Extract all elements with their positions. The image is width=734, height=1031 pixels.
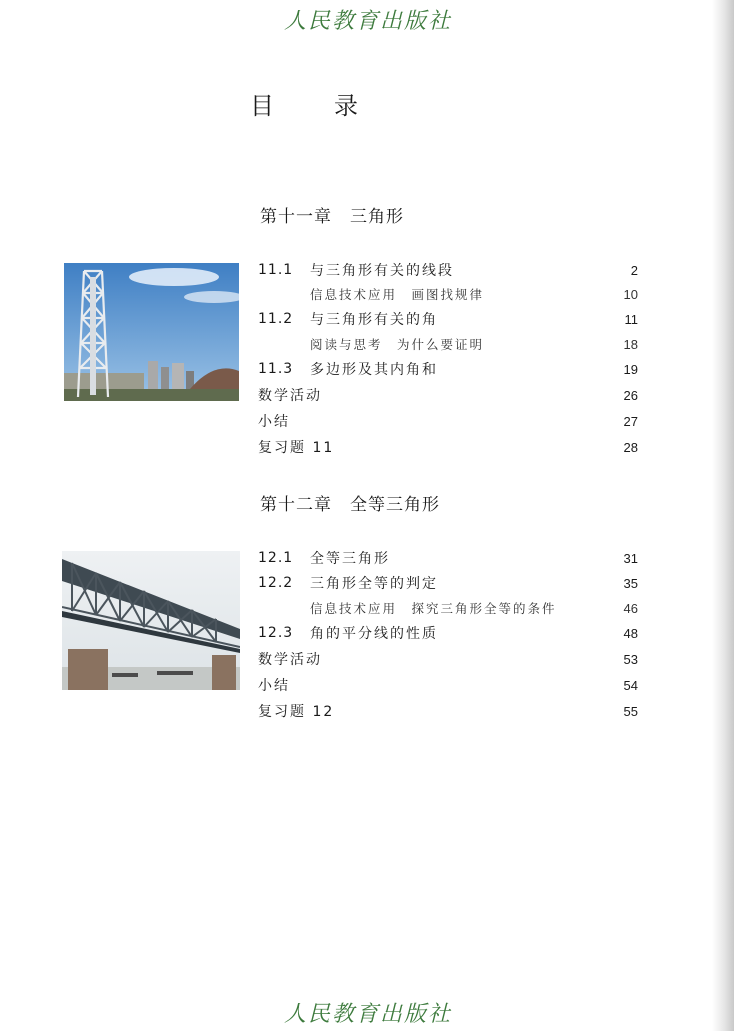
toc-entry-number: 11.1 — [258, 262, 294, 278]
toc-entry-page: 19 — [623, 361, 638, 377]
toc-entry-text: 小结 — [258, 414, 290, 430]
toc-entry-page: 46 — [623, 600, 638, 616]
toc-entry-text: 阅读与思考 为什么要证明 — [310, 337, 485, 352]
tower-photo — [64, 263, 239, 401]
toc-entry-page: 26 — [623, 387, 638, 403]
toc-entry-text: 角的平分线的性质 — [310, 626, 438, 642]
toc-entry-number: 12.2 — [258, 575, 294, 591]
toc-entry-number: 12.3 — [258, 625, 294, 641]
toc-entry-page: 54 — [623, 677, 638, 693]
toc-entry-page: 2 — [630, 262, 638, 278]
toc-entry[interactable] — [258, 699, 638, 723]
chapter-12-name: 全等三角形 — [350, 495, 440, 515]
toc-entry-text: 信息技术应用 画图找规律 — [310, 287, 485, 302]
toc-entry-text: 数学活动 — [258, 388, 322, 404]
toc-entry-text: 多边形及其内角和 — [310, 362, 438, 378]
toc-entry[interactable] — [258, 546, 638, 570]
toc-entry-page: 48 — [623, 625, 638, 641]
chapter-12-label: 第十二章 — [260, 495, 332, 515]
chapter-11-heading — [260, 202, 404, 227]
toc-entry-text: 全等三角形 — [310, 551, 390, 567]
toc-entry[interactable] — [258, 435, 638, 459]
toc-entry[interactable] — [258, 621, 638, 645]
page-edge-shadow — [712, 0, 734, 1031]
publisher-logo-bottom: 人民教育出版社 — [283, 1002, 452, 1027]
toc-entry[interactable] — [258, 357, 638, 381]
toc-entry[interactable] — [258, 571, 638, 595]
toc-entry-page: 35 — [623, 575, 638, 591]
toc-entry-page: 31 — [623, 550, 638, 566]
toc-entry[interactable] — [258, 409, 638, 433]
toc-entry[interactable] — [258, 647, 638, 671]
toc-sub-entry[interactable] — [258, 282, 638, 306]
toc-entry-text: 复习题 12 — [258, 704, 335, 720]
toc-entry-text: 数学活动 — [258, 652, 322, 668]
chapter-12-heading — [260, 490, 440, 515]
toc-entry[interactable] — [258, 673, 638, 697]
toc-sub-entry[interactable] — [258, 332, 638, 356]
toc-entry[interactable] — [258, 383, 638, 407]
bridge-photo — [62, 551, 240, 690]
toc-entry-text: 三角形全等的判定 — [310, 576, 438, 592]
toc-entry-page: 27 — [623, 413, 638, 429]
toc-entry-text: 信息技术应用 探究三角形全等的条件 — [310, 601, 557, 616]
publisher-logo-top: 人民教育出版社 — [283, 9, 452, 34]
chapter-11-name: 三角形 — [350, 207, 404, 227]
chapter-11-label: 第十一章 — [260, 207, 332, 227]
toc-entry-text: 与三角形有关的角 — [310, 312, 438, 328]
toc-entry-page: 18 — [623, 336, 638, 352]
toc-entry-text: 复习题 11 — [258, 440, 335, 456]
toc-entry-text: 与三角形有关的线段 — [310, 263, 454, 279]
toc-entry-number: 12.1 — [258, 550, 294, 566]
toc-entry-page: 28 — [623, 439, 638, 455]
toc-entry-text: 小结 — [258, 678, 290, 694]
toc-entry-number: 11.2 — [258, 311, 294, 327]
toc-entry[interactable] — [258, 307, 638, 331]
page-title: 目录 — [250, 92, 418, 120]
toc-sub-entry[interactable] — [258, 596, 638, 620]
toc-entry-page: 10 — [623, 286, 638, 302]
toc-entry[interactable] — [258, 258, 638, 282]
toc-entry-number: 11.3 — [258, 361, 294, 377]
toc-entry-page: 53 — [623, 651, 638, 667]
toc-entry-page: 55 — [623, 703, 638, 719]
toc-entry-page: 11 — [624, 311, 638, 327]
